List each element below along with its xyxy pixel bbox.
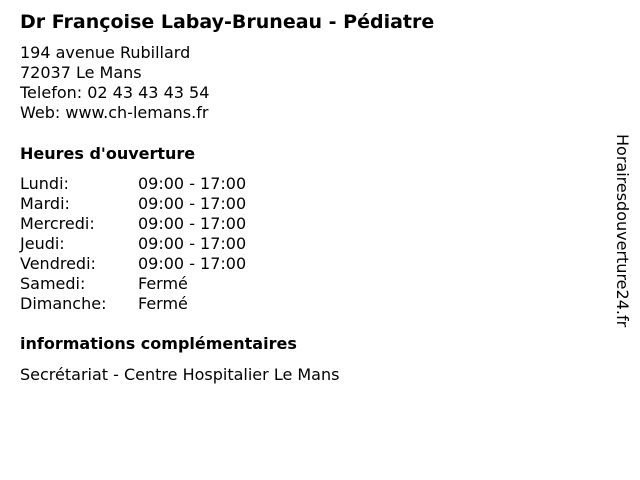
day-label: Mardi: <box>20 194 70 213</box>
day-label: Vendredi: <box>20 254 96 273</box>
day-label: Jeudi: <box>20 234 65 253</box>
opening-hours-table <box>20 174 246 314</box>
day-label: Lundi: <box>20 174 69 193</box>
day-label: Dimanche: <box>20 294 107 313</box>
hours-row-friday <box>20 254 246 274</box>
time-value: 09:00 - 17:00 <box>138 254 247 273</box>
address-street: 194 avenue Rubillard <box>20 43 191 62</box>
time-value: Fermé <box>138 274 188 293</box>
time-value: 09:00 - 17:00 <box>138 174 247 193</box>
additional-info-text: Secrétariat - Centre Hospitalier Le Mans <box>20 365 340 384</box>
phone-number: Telefon: 02 43 43 43 54 <box>20 83 210 102</box>
page-title: Dr Françoise Labay-Bruneau - Pédiatre <box>20 11 435 33</box>
address-city: 72037 Le Mans <box>20 63 142 82</box>
time-value: 09:00 - 17:00 <box>138 234 247 253</box>
time-value: Fermé <box>138 294 188 313</box>
hours-row-thursday <box>20 234 246 254</box>
hours-row-saturday <box>20 274 246 294</box>
hours-row-monday <box>20 174 246 194</box>
site-watermark-text: Horairesdouverture24.fr <box>613 134 632 328</box>
hours-row-sunday <box>20 294 246 314</box>
hours-row-tuesday <box>20 194 246 214</box>
hours-row-wednesday <box>20 214 246 234</box>
day-label: Mercredi: <box>20 214 95 233</box>
day-label: Samedi: <box>20 274 86 293</box>
additional-info-heading: informations complémentaires <box>20 334 297 353</box>
opening-hours-heading: Heures d'ouverture <box>20 144 196 163</box>
time-value: 09:00 - 17:00 <box>138 214 247 233</box>
website: Web: www.ch-lemans.fr <box>20 103 209 122</box>
address-block <box>20 43 209 123</box>
site-watermark <box>612 134 632 374</box>
time-value: 09:00 - 17:00 <box>138 194 247 213</box>
